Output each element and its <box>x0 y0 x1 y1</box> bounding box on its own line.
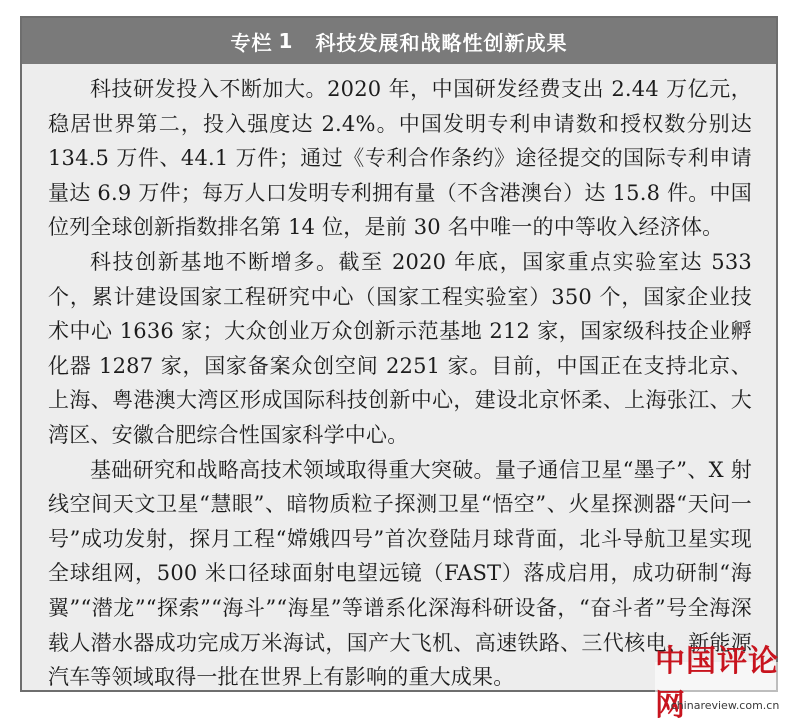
column-title: 科技发展和战略性创新成果 <box>315 30 568 55</box>
column-header <box>22 18 776 64</box>
column-box <box>20 16 778 692</box>
paragraph-rd-investment: 科技研发投入不断加大。2020 年，中国研发经费支出 2.44 万亿元，稳居世界第二，投入强度达 2.4%。中国发明专利申请数和授权数分别达 134.5 万件、44.1 万件；通过《专利合作条约》途径提交的国际专利申请量达 6.9 万件；每万人口发明专利拥有量（不含港澳台）达 15.8 件。中国位列全球创新指数排名第 14 位，是前 30 名中唯一的中等收入经济体。 <box>48 77 752 240</box>
column-content <box>22 64 776 692</box>
paragraph-basic-research: 基础研究和战略高技术领域取得重大突破。量子通信卫星“墨子”、X 射线空间天文卫星“慧眼”、暗物质粒子探测卫星“悟空”、火星探测器“天问一号”成功发射，探月工程“嫦娥四号”首次登陆月球背面，北斗导航卫星实现全球组网，500 米口径球面射电望远镜（FAST）落成启用，成功研制“海翼”“潜龙”“探索”“海斗”“海星”等谱系化深海科研设备，“奋斗者”号全海深载人潜水器成功完成万米海试，国产大飞机、高速铁路、三代核电、新能源汽车等领域取得一批在世界上有影响的重大成果。 <box>48 457 752 690</box>
paragraph-innovation-bases: 科技创新基地不断增多。截至 2020 年底，国家重点实验室达 533 个，累计建设国家工程研究中心（国家工程实验室）350 个，国家企业技术中心 1636 家；大众创业万众创新示范基地 212 家，国家级科技企业孵化器 1287 家，国家备案众创空间 2251 家。目前，中国正在支持北京、上海、粤港澳大湾区形成国际科技创新中心，建设北京怀柔、上海张江、大湾区、安徽合肥综合性国家科学中心。 <box>48 249 752 447</box>
watermark-url: chinareview.com.cn <box>670 699 780 712</box>
column-label: 专栏 <box>230 30 273 55</box>
column-number: 1 <box>278 29 294 53</box>
watermark-logo <box>655 644 795 718</box>
watermark-name: 中国评论网 <box>655 662 795 698</box>
